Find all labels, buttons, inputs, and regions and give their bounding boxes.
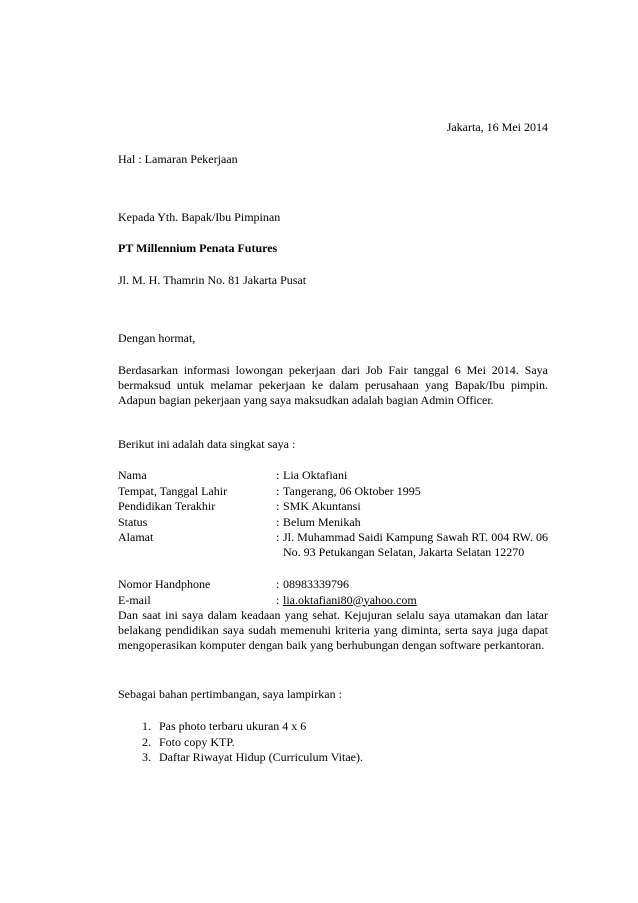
list-item-number: 1.: [142, 719, 151, 733]
recipient-salutation: Kepada Yth. Bapak/Ibu Pimpinan: [118, 210, 281, 224]
data-separator: :: [276, 514, 280, 529]
data-row-status: [118, 515, 548, 531]
data-value: Jl. Muhammad Saidi Kampung Sawah RT. 004 RW. 06 No. 93 Petukangan Selatan, Jakarta Selatan 12270: [283, 530, 548, 559]
data-label: Tempat, Tanggal Lahir: [118, 483, 228, 498]
data-value: Lia Oktafiani: [283, 468, 348, 482]
list-item-text: Pas photo terbaru ukuran 4 x 6: [159, 719, 307, 733]
data-separator: :: [276, 577, 280, 591]
data-row-education: [118, 499, 548, 515]
data-separator: :: [276, 499, 280, 513]
data-separator: :: [276, 468, 280, 482]
letter-subject: Hal : Lamaran Pekerjaan: [118, 152, 238, 166]
data-separator: :: [276, 483, 280, 498]
list-item-number: 2.: [142, 734, 151, 749]
recipient-company: PT Millennium Penata Futures: [118, 241, 278, 255]
data-value: 08983339796: [283, 577, 349, 591]
data-value: Belum Menikah: [283, 514, 361, 529]
list-item-text: Daftar Riwayat Hidup (Curriculum Vitae).: [159, 750, 363, 764]
data-label: Nomor Handphone: [118, 577, 211, 591]
list-item: [142, 735, 562, 751]
attachments-intro: Sebagai bahan pertimbangan, saya lampirkan :: [118, 687, 342, 701]
data-label: Pendidikan Terakhir: [118, 499, 216, 513]
data-row-email: [118, 593, 548, 609]
data-label: Status: [118, 514, 148, 529]
data-row-phone: [118, 577, 548, 593]
closing-paragraph: Dan saat ini saya dalam keadaan yang sehat. Kejujuran selalu saya utamakan dan latar belakang pendidikan saya sudah memenuhi kriteria yang diminta, serta saya juga dapat mengoperasikan komputer dengan baik yang berhubungan dengan software perkantoran.: [118, 608, 548, 652]
personal-data-table: [118, 468, 548, 608]
greeting: Dengan hormat,: [118, 331, 196, 345]
recipient-address: Jl. M. H. Thamrin No. 81 Jakarta Pusat: [118, 273, 307, 287]
list-item-number: 3.: [142, 750, 151, 764]
intro-paragraph: Berdasarkan informasi lowongan pekerjaan dari Job Fair tanggal 6 Mei 2014. Saya bermaksud untuk melamar pekerjaan ke dalam perusahaan yang Bapak/Ibu pimpin. Adapun bagian pekerjaan yang saya maksudkan adalah bagian Admin Officer.: [118, 363, 548, 407]
email-link[interactable]: lia.oktafiani80@yahoo.com: [283, 592, 417, 607]
data-label: Alamat: [118, 530, 154, 544]
data-intro: Berikut ini adalah data singkat saya :: [118, 437, 296, 451]
attachments-list: [142, 719, 562, 766]
data-row-address: [118, 530, 548, 577]
list-item-text: Foto copy KTP.: [159, 734, 235, 749]
list-item: [142, 719, 562, 735]
data-value: SMK Akuntansi: [283, 499, 361, 513]
data-row-birth: [118, 484, 548, 500]
data-value: Tangerang, 06 Oktober 1995: [283, 483, 421, 498]
data-row-name: [118, 468, 548, 484]
data-separator: :: [276, 530, 280, 544]
data-separator: :: [276, 592, 280, 607]
list-item: [142, 750, 562, 766]
data-label: Nama: [118, 468, 147, 482]
letter-date: Jakarta, 16 Mei 2014: [446, 120, 548, 134]
data-label: E-mail: [118, 592, 151, 607]
